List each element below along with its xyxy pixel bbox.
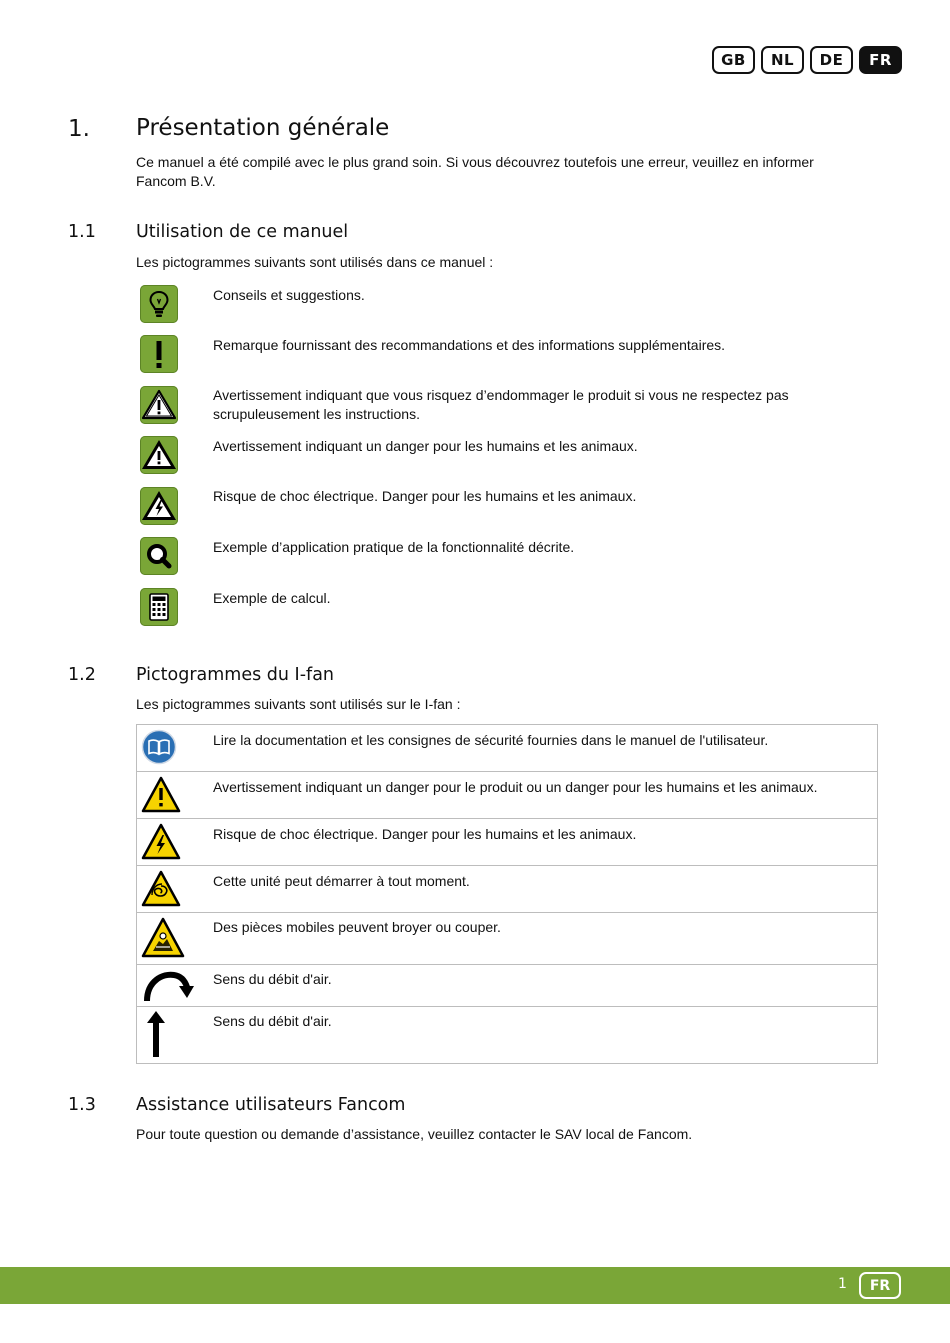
section-intro: Les pictogrammes suivants sont utilisés sur le I-fan : bbox=[136, 696, 461, 712]
section-number: 1.3 bbox=[68, 1095, 96, 1115]
section-number: 1. bbox=[68, 116, 90, 142]
lang-tab-fr[interactable]: FR bbox=[859, 46, 902, 74]
page-footer bbox=[0, 1267, 950, 1304]
lightbulb-icon bbox=[140, 285, 178, 323]
pictogram-description: Conseils et suggestions. bbox=[213, 287, 365, 303]
pictogram-description: Remarque fournissant des recommandations et des informations supplémentaires. bbox=[213, 337, 726, 353]
pictogram-description: Sens du débit d'air. bbox=[213, 971, 332, 987]
table-row bbox=[137, 913, 877, 965]
table-row bbox=[137, 1007, 877, 1063]
automatic-start-icon bbox=[141, 870, 181, 913]
lang-tab-nl[interactable]: NL bbox=[761, 46, 804, 74]
ifan-pictogram-table bbox=[136, 724, 878, 1064]
footer-language-badge: FR bbox=[859, 1272, 901, 1299]
read-manual-icon bbox=[141, 729, 177, 770]
section-number: 1.1 bbox=[68, 222, 96, 242]
section-number: 1.2 bbox=[68, 665, 96, 685]
pictogram-description: Cette unité peut démarrer à tout moment. bbox=[213, 873, 470, 889]
curved-arrow-icon bbox=[141, 967, 197, 1008]
lang-tab-de[interactable]: DE bbox=[810, 46, 853, 74]
table-row bbox=[137, 965, 877, 1007]
table-row bbox=[137, 772, 877, 819]
up-arrow-icon bbox=[141, 1010, 171, 1063]
pictogram-description: Lire la documentation et les consignes de sécurité fournies dans le manuel de l'utilisateur. bbox=[213, 732, 769, 748]
support-paragraph: Pour toute question ou demande d’assistance, veuillez contacter le SAV local de Fancom. bbox=[136, 1126, 693, 1142]
high-voltage-icon bbox=[141, 823, 181, 866]
moving-parts-icon bbox=[141, 917, 185, 964]
electric-shock-icon bbox=[140, 487, 178, 525]
lang-tab-gb[interactable]: GB bbox=[712, 46, 755, 74]
pictogram-description: Des pièces mobiles peuvent broyer ou couper. bbox=[213, 919, 501, 935]
pictogram-description: Avertissement indiquant un danger pour le produit ou un danger pour les humains et les animaux. bbox=[213, 779, 818, 795]
pictogram-description: Sens du débit d'air. bbox=[213, 1013, 332, 1029]
pictogram-description: Risque de choc électrique. Danger pour les humains et les animaux. bbox=[213, 488, 637, 504]
section-intro: Les pictogrammes suivants sont utilisés dans ce manuel : bbox=[136, 254, 494, 270]
pictogram-description: Avertissement indiquant que vous risquez d’endommager le produit si vous ne respectez pas scrupuleusement les instructions. bbox=[213, 387, 789, 422]
exclamation-icon bbox=[140, 335, 178, 373]
general-warning-icon bbox=[141, 776, 181, 819]
section-title: Assistance utilisateurs Fancom bbox=[136, 1095, 406, 1115]
calculator-icon bbox=[140, 588, 178, 626]
table-row bbox=[137, 866, 877, 913]
section-title: Pictogrammes du I-fan bbox=[136, 665, 335, 685]
page-title: Présentation générale bbox=[136, 115, 390, 141]
magnifier-icon bbox=[140, 537, 178, 575]
table-row bbox=[137, 725, 877, 772]
table-row bbox=[137, 819, 877, 866]
warning-filled-icon bbox=[140, 436, 178, 474]
pictogram-description: Avertissement indiquant un danger pour les humains et les animaux. bbox=[213, 438, 638, 454]
pictogram-description: Exemple d’application pratique de la fonctionnalité décrite. bbox=[213, 539, 575, 555]
page-number: 1 bbox=[838, 1276, 847, 1292]
intro-paragraph: Ce manuel a été compilé avec le plus grand soin. Si vous découvrez toutefois une erreur, veuillez en informer Fancom B.V. bbox=[136, 154, 814, 189]
warning-outline-icon bbox=[140, 386, 178, 424]
pictogram-description: Exemple de calcul. bbox=[213, 590, 331, 606]
pictogram-description: Risque de choc électrique. Danger pour les humains et les animaux. bbox=[213, 826, 637, 842]
section-title: Utilisation de ce manuel bbox=[136, 222, 349, 242]
